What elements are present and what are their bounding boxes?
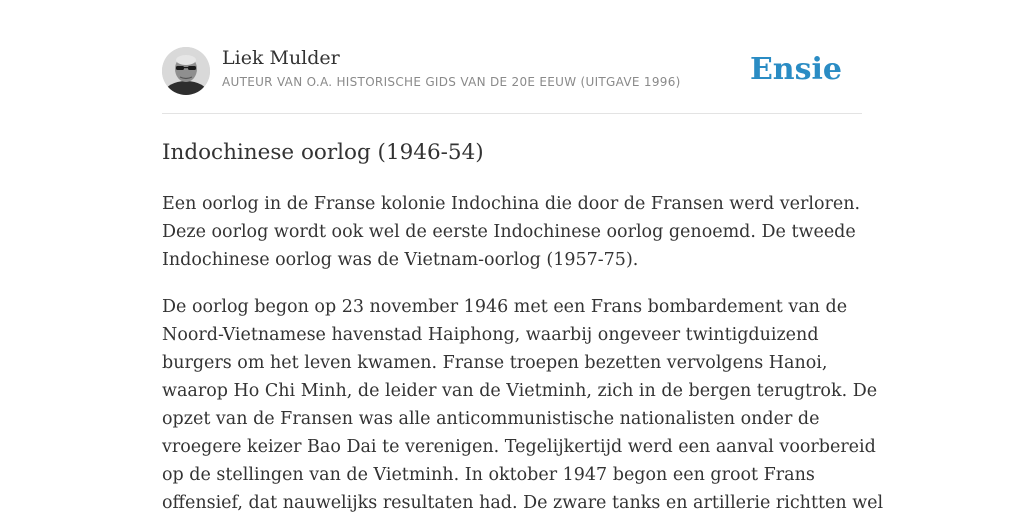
- paragraph-line: waarop Ho Chi Minh, de leider van de Vietminh, zich in de bergen terugtrok. De: [162, 381, 878, 401]
- author-bio: AUTEUR VAN O.A. HISTORISCHE GIDS VAN DE 20E EEUW (UITGAVE 1996): [222, 75, 681, 89]
- header-divider: [162, 113, 862, 114]
- article-body: [162, 190, 884, 512]
- paragraph-line: burgers om het leven kwamen. Franse troepen bezetten vervolgens Hanoi,: [162, 353, 828, 373]
- paragraph-line: offensief, dat nauwelijks resultaten had. De zware tanks en artillerie richtten wel: [162, 493, 884, 512]
- paragraph-line: De oorlog begon op 23 november 1946 met een Frans bombardement van de: [162, 297, 848, 317]
- paragraph-line: opzet van de Fransen was alle anticommunistische nationalisten onder de: [162, 409, 820, 429]
- paragraph-line: Deze oorlog wordt ook wel de eerste Indochinese oorlog genoemd. De tweede: [162, 222, 856, 242]
- paragraph-line: Noord-Vietnamese havenstad Haiphong, waarbij ongeveer twintigduizend: [162, 325, 819, 345]
- author-header: [162, 46, 862, 96]
- paragraph-line: Indochinese oorlog was de Vietnam-oorlog (1957-75).: [162, 250, 639, 270]
- article-paragraph: [162, 293, 884, 512]
- author-portrait-icon: [162, 47, 210, 95]
- article-paragraph: [162, 190, 862, 274]
- ensie-logo[interactable]: Ensie: [749, 52, 842, 87]
- author-avatar[interactable]: [162, 47, 210, 95]
- article-title: Indochinese oorlog (1946-54): [162, 140, 484, 165]
- paragraph-line: Een oorlog in de Franse kolonie Indochina die door de Fransen werd verloren.: [162, 194, 861, 214]
- paragraph-line: vroegere keizer Bao Dai te verenigen. Tegelijkertijd werd een aanval voorbereid: [162, 437, 876, 457]
- author-name[interactable]: Liek Mulder: [222, 47, 340, 69]
- edge-fade: [944, 420, 1024, 512]
- paragraph-line: op de stellingen van de Vietminh. In oktober 1947 begon een groot Frans: [162, 465, 815, 485]
